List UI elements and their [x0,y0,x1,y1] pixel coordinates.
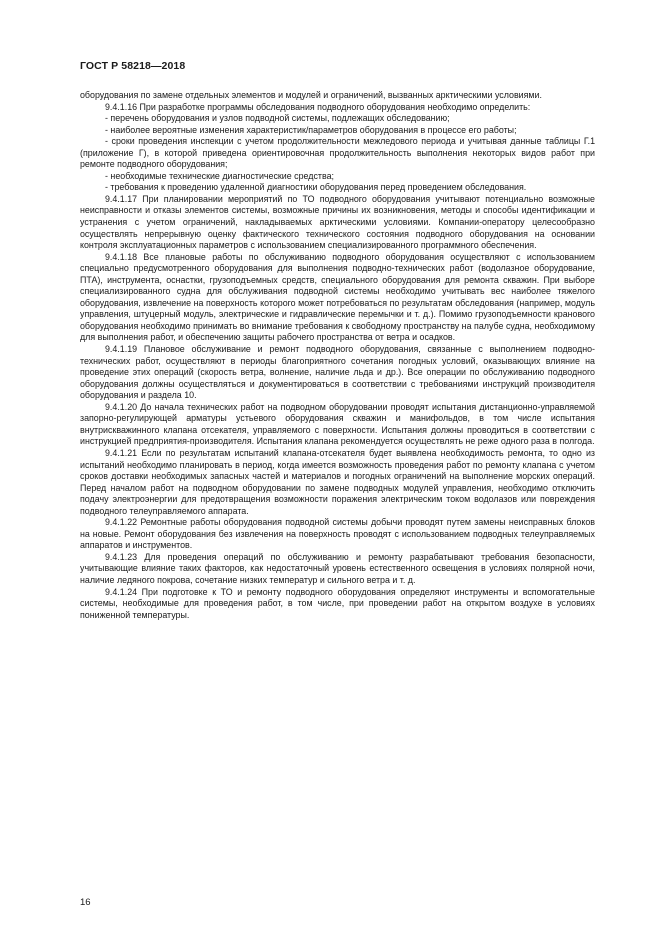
paragraph: 9.4.1.18 Все плановые работы по обслуживанию подводного оборудования осуществляют с использованием специально предусмотренного оборудования для выполнения подводно-технических работ (водолазное оборудование, ПТА), инструмента, оснастки, грузоподъемных средств, специального оборудования для ремонта скважин. При выборе специализированного судна для обслуживания подводной системы необходимо учитывать вес наиболее тяжелого оборудования, извлечение на поверхность которого может потребоваться по результатам обследования (например, модуль управления, штуцерный модуль, электрические и гидравлические перемычки и т. д.). Помимо грузоподъемности кранового оборудования необходимо принимать во внимание требования к свободному пространству на палубе судна, необходимому для выполнения работ, и обеспечению защиты рабочего пространства от ветра и осадков. [80,251,595,343]
paragraph: 9.4.1.23 Для проведения операций по обслуживанию и ремонту разрабатывают требования безопасности, учитывающие влияние таких факторов, как недостаточный уровень естественного освещения в условиях полярной ночи, наличие ледяного покрова, сочетание низких температур и сильного ветра и т. д. [80,551,595,585]
page-number: 16 [80,897,91,908]
paragraph: 9.4.1.17 При планировании мероприятий по ТО подводного оборудования учитывают потенциально возможные неисправности и отказы элементов системы, возможные причины их возникновения, методы и способы идентификации и устранения с учетом ограничений, накладываемых арктическими условиями. Компании-оператору целесообразно осуществлять непрерывную оценку фактического технического состояния подводного оборудования на основании контроля эксплуатационных параметров с использованием специализированного программного обеспечения. [80,193,595,251]
list-item: - наиболее вероятные изменения характеристик/параметров оборудования в процессе его работы; [105,124,517,135]
document-body [80,90,595,621]
paragraph: 9.4.1.16 При разработке программы обследования подводного оборудования необходимо определить: [105,101,531,112]
paragraph: 9.4.1.20 До начала технических работ на подводном оборудовании проводят испытания дистанционно-управляемой запорно-регулирующей арматуры устьевого оборудования скважин и манифольдов, в том числе испытания внутрискважинного клапана отсекателя, управляемого с поверхности. Испытания должны проводиться в соответствии с инструкцией предприятия-производителя. Испытания клапана рекомендуется осуществлять не реже одного раза в полгода. [80,401,595,447]
list-item: - необходимые технические диагностические средства; [105,170,334,181]
paragraph: 9.4.1.22 Ремонтные работы оборудования подводной системы добычи проводят путем замены неисправных блоков на новые. Ремонт оборудования без извлечения на поверхность проводят с использованием подводных телеуправляемых аппаратов и инструментов. [80,517,595,551]
document-header-standard-number: ГОСТ Р 58218—2018 [80,60,186,72]
paragraph: оборудования по замене отдельных элементов и модулей и ограничений, вызванных арктическими условиями. [80,90,542,100]
list-item: - перечень оборудования и узлов подводной системы, подлежащих обследованию; [105,113,450,124]
paragraph: 9.4.1.19 Плановое обслуживание и ремонт подводного оборудования, связанные с выполнением подводно-технических работ, осуществляют в периоды благоприятного сочетания погодных условий, оказывающих влияние на проведение этих операций (скорость ветра, волнение, наличие льда и др.). Все операции по обслуживанию подводного оборудования должны осуществляться и документироваться в соответствии с требованиями инструкций производителя оборудования и раздела 10. [80,344,595,401]
list-item: - требования к проведению удаленной диагностики оборудования перед проведением обследования. [105,182,527,193]
paragraph: 9.4.1.24 При подготовке к ТО и ремонту подводного оборудования определяют инструменты и вспомогательные системы, необходимые для проведения работ, в том числе, при проведении работ на открытом воздухе в условиях пониженной температуры. [80,586,595,620]
list-item: - сроки проведения инспекции с учетом продолжительности межледового периода и учитывая данные таблицы Г.1 (приложение Г), в которой приведена ориентировочная продолжительность выполнения некоторых видов работ при ремонте подводного оборудования; [80,136,595,170]
paragraph: 9.4.1.21 Если по результатам испытаний клапана-отсекателя будет выявлена необходимость ремонта, то одно из испытаний необходимо планировать в период, когда имеется возможность проведения работ по ремонту клапана с учетом сроков доставки необходимых запасных частей и материалов и погодных ограничений на выполнение морских операций. Перед началом работ на подводном оборудовании по замене подводных модулей управления, необходимо отключить подачу электроэнергии для предотвращения возможности поражения электрическим током водолазов или повреждения подводного телеуправляемого аппарата. [80,447,595,516]
